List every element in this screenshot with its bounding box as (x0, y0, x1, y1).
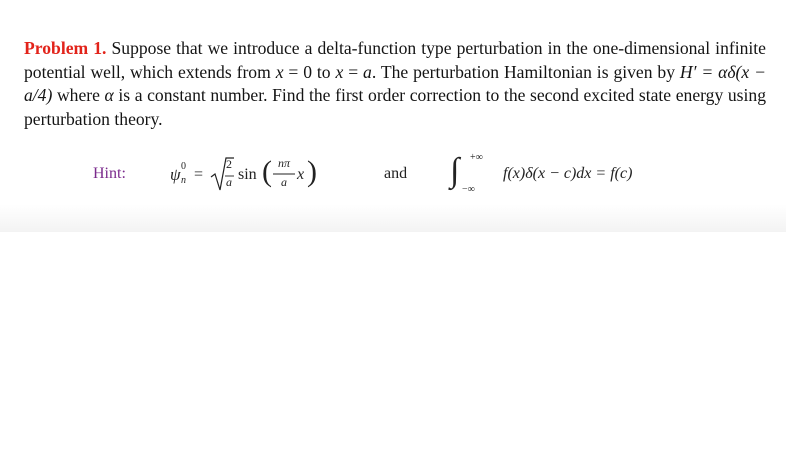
var-x-arg: x (297, 166, 305, 183)
sin-function: sin (238, 166, 257, 183)
integral-upper-limit: +∞ (470, 152, 483, 163)
integral-lower-limit: −∞ (462, 184, 475, 195)
psi-subscript: n (181, 175, 186, 186)
eq-zero-to: = 0 to (283, 61, 336, 82)
paren-open-icon: ( (262, 155, 272, 188)
n-pi-numerator: nπ (277, 156, 290, 170)
problem-label: Problem 1. (24, 38, 107, 58)
hint-row (0, 150, 786, 198)
var-alpha: α (104, 85, 114, 106)
integral-sign-icon: ∫ (450, 152, 460, 189)
equals-sign: = (194, 166, 204, 183)
problem-text-2: . The perturbation Hamiltonian is given by (371, 61, 680, 82)
problem-statement (24, 37, 766, 131)
var-a: a (363, 61, 372, 82)
and-label: and (384, 165, 408, 182)
var-x-1: x (275, 61, 284, 82)
fraction-denominator-a: a (226, 175, 232, 189)
fraction-numerator-two: 2 (226, 157, 232, 171)
hamiltonian-expression: H′ = αδ(x − a/4) (24, 61, 766, 106)
var-x-2: x (335, 61, 344, 82)
psi-superscript: 0 (181, 161, 186, 172)
problem-text-3: where (52, 85, 105, 106)
paren-close-icon: ) (307, 155, 317, 188)
problem-text-1: Suppose that we introduce a delta-function type perturbation in the one-dimensional infinite potential well, which extends from (24, 38, 766, 82)
problem-text-4: is a constant number. Find the first order correction to the second excited state energy using perturbation theory. (24, 85, 766, 129)
eq-symbol: = (343, 61, 364, 82)
hint-label: Hint: (93, 165, 126, 182)
integral-expression: f(x)δ(x − c)dx = f(c) (503, 165, 633, 182)
n-pi-denominator: a (281, 175, 287, 189)
psi-symbol: ψ (170, 165, 181, 184)
